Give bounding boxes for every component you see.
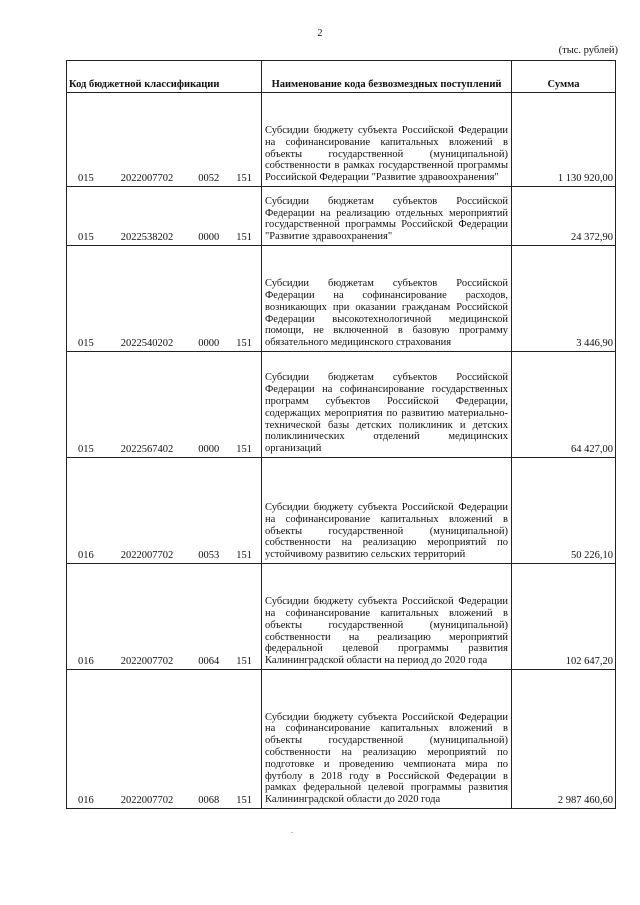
- name-cell: Субсидии бюджетам субъектов Российской Федерации на софинансирование государственных программ субъектов Российской Федерации, содержащих мероприятия по развитию материально-технической базы детских поликлиник и детских поликлинических отделений медицинских организаций: [262, 352, 512, 458]
- name-cell: Субсидии бюджету субъекта Российской Федерации на софинансирование капитальных вложений в объекты государственной (муниципальной) собственности на реализацию мероприятий федеральной целевой программы развития Калининградской области на период до 2020 года: [262, 564, 512, 670]
- header-name: Наименование кода безвозмездных поступлений: [262, 61, 512, 93]
- type-code: 2022007702: [120, 550, 174, 561]
- sum-cell: 1 130 920,00: [512, 93, 616, 187]
- econ-code: 151: [236, 444, 252, 455]
- type-code: 2022567402: [120, 444, 174, 455]
- program-code: 0000: [198, 338, 220, 349]
- type-code: 2022538202: [120, 232, 174, 243]
- page-number: 2: [317, 28, 323, 39]
- sum-cell: 24 372,90: [512, 187, 616, 246]
- table-row: [67, 458, 616, 564]
- footer-mark: .: [291, 826, 293, 835]
- econ-code: 151: [236, 550, 252, 561]
- table-header-row: [67, 61, 616, 93]
- name-cell: Субсидии бюджетам субъектов Российской Федерации на реализацию отдельных мероприятий государственной программы Российской Федерации "Развитие здравоохранения": [262, 187, 512, 246]
- admin-code: 015: [78, 173, 94, 184]
- sum-cell: 2 987 460,60: [512, 670, 616, 809]
- table-row: [67, 670, 616, 809]
- econ-code: 151: [236, 173, 252, 184]
- table-row: [67, 246, 616, 352]
- name-cell: Субсидии бюджетам субъектов Российской Федерации на софинансирование расходов, возникающих при оказании гражданам Российской Федерации высокотехнологичной медицинской помощи, не включенной в базовую программу обязательного медицинского страхования: [262, 246, 512, 352]
- type-code: 2022540202: [120, 338, 174, 349]
- code-cell: [67, 352, 262, 458]
- name-cell: Субсидии бюджету субъекта Российской Федерации на софинансирование капитальных вложений в объекты государственной (муниципальной) собственности в рамках государственной программы Российской Федерации "Развитие здравоохранения": [262, 93, 512, 187]
- sum-cell: 102 647,20: [512, 564, 616, 670]
- econ-code: 151: [236, 338, 252, 349]
- sum-cell: 3 446,90: [512, 246, 616, 352]
- code-cell: [67, 564, 262, 670]
- code-cell: [67, 670, 262, 809]
- table-row: [67, 93, 616, 187]
- budget-table: [66, 60, 616, 809]
- admin-code: 016: [78, 550, 94, 561]
- sum-cell: 50 226,10: [512, 458, 616, 564]
- code-cell: [67, 246, 262, 352]
- admin-code: 015: [78, 232, 94, 243]
- type-code: 2022007702: [120, 795, 174, 806]
- sum-cell: 64 427,00: [512, 352, 616, 458]
- admin-code: 016: [78, 656, 94, 667]
- admin-code: 016: [78, 795, 94, 806]
- code-cell: [67, 458, 262, 564]
- program-code: 0068: [198, 795, 220, 806]
- table-row: [67, 187, 616, 246]
- name-cell: Субсидии бюджету субъекта Российской Федерации на софинансирование капитальных вложений в объекты государственной (муниципальной) собственности на реализацию мероприятий по устойчивому развитию сельских территорий: [262, 458, 512, 564]
- header-code: Код бюджетной классификации: [67, 61, 262, 93]
- table-row: [67, 564, 616, 670]
- program-code: 0000: [198, 444, 220, 455]
- program-code: 0000: [198, 232, 220, 243]
- program-code: 0053: [198, 550, 220, 561]
- type-code: 2022007702: [120, 656, 174, 667]
- econ-code: 151: [236, 232, 252, 243]
- code-cell: [67, 93, 262, 187]
- header-sum: Сумма: [512, 61, 616, 93]
- admin-code: 015: [78, 338, 94, 349]
- type-code: 2022007702: [120, 173, 174, 184]
- admin-code: 015: [78, 444, 94, 455]
- program-code: 0052: [198, 173, 220, 184]
- econ-code: 151: [236, 656, 252, 667]
- program-code: 0064: [198, 656, 220, 667]
- table-row: [67, 352, 616, 458]
- name-cell: Субсидии бюджету субъекта Российской Федерации на софинансирование капитальных вложений в объекты государственной (муниципальной) собственности на реализацию мероприятий по подготовке и проведению чемпионата мира по футболу в 2018 году в Российской Федерации в рамках федеральной целевой программы развития Калининградской области до 2020 года: [262, 670, 512, 809]
- code-cell: [67, 187, 262, 246]
- units-label: (тыс. рублей): [558, 45, 618, 56]
- econ-code: 151: [236, 795, 252, 806]
- table-body: [67, 93, 616, 809]
